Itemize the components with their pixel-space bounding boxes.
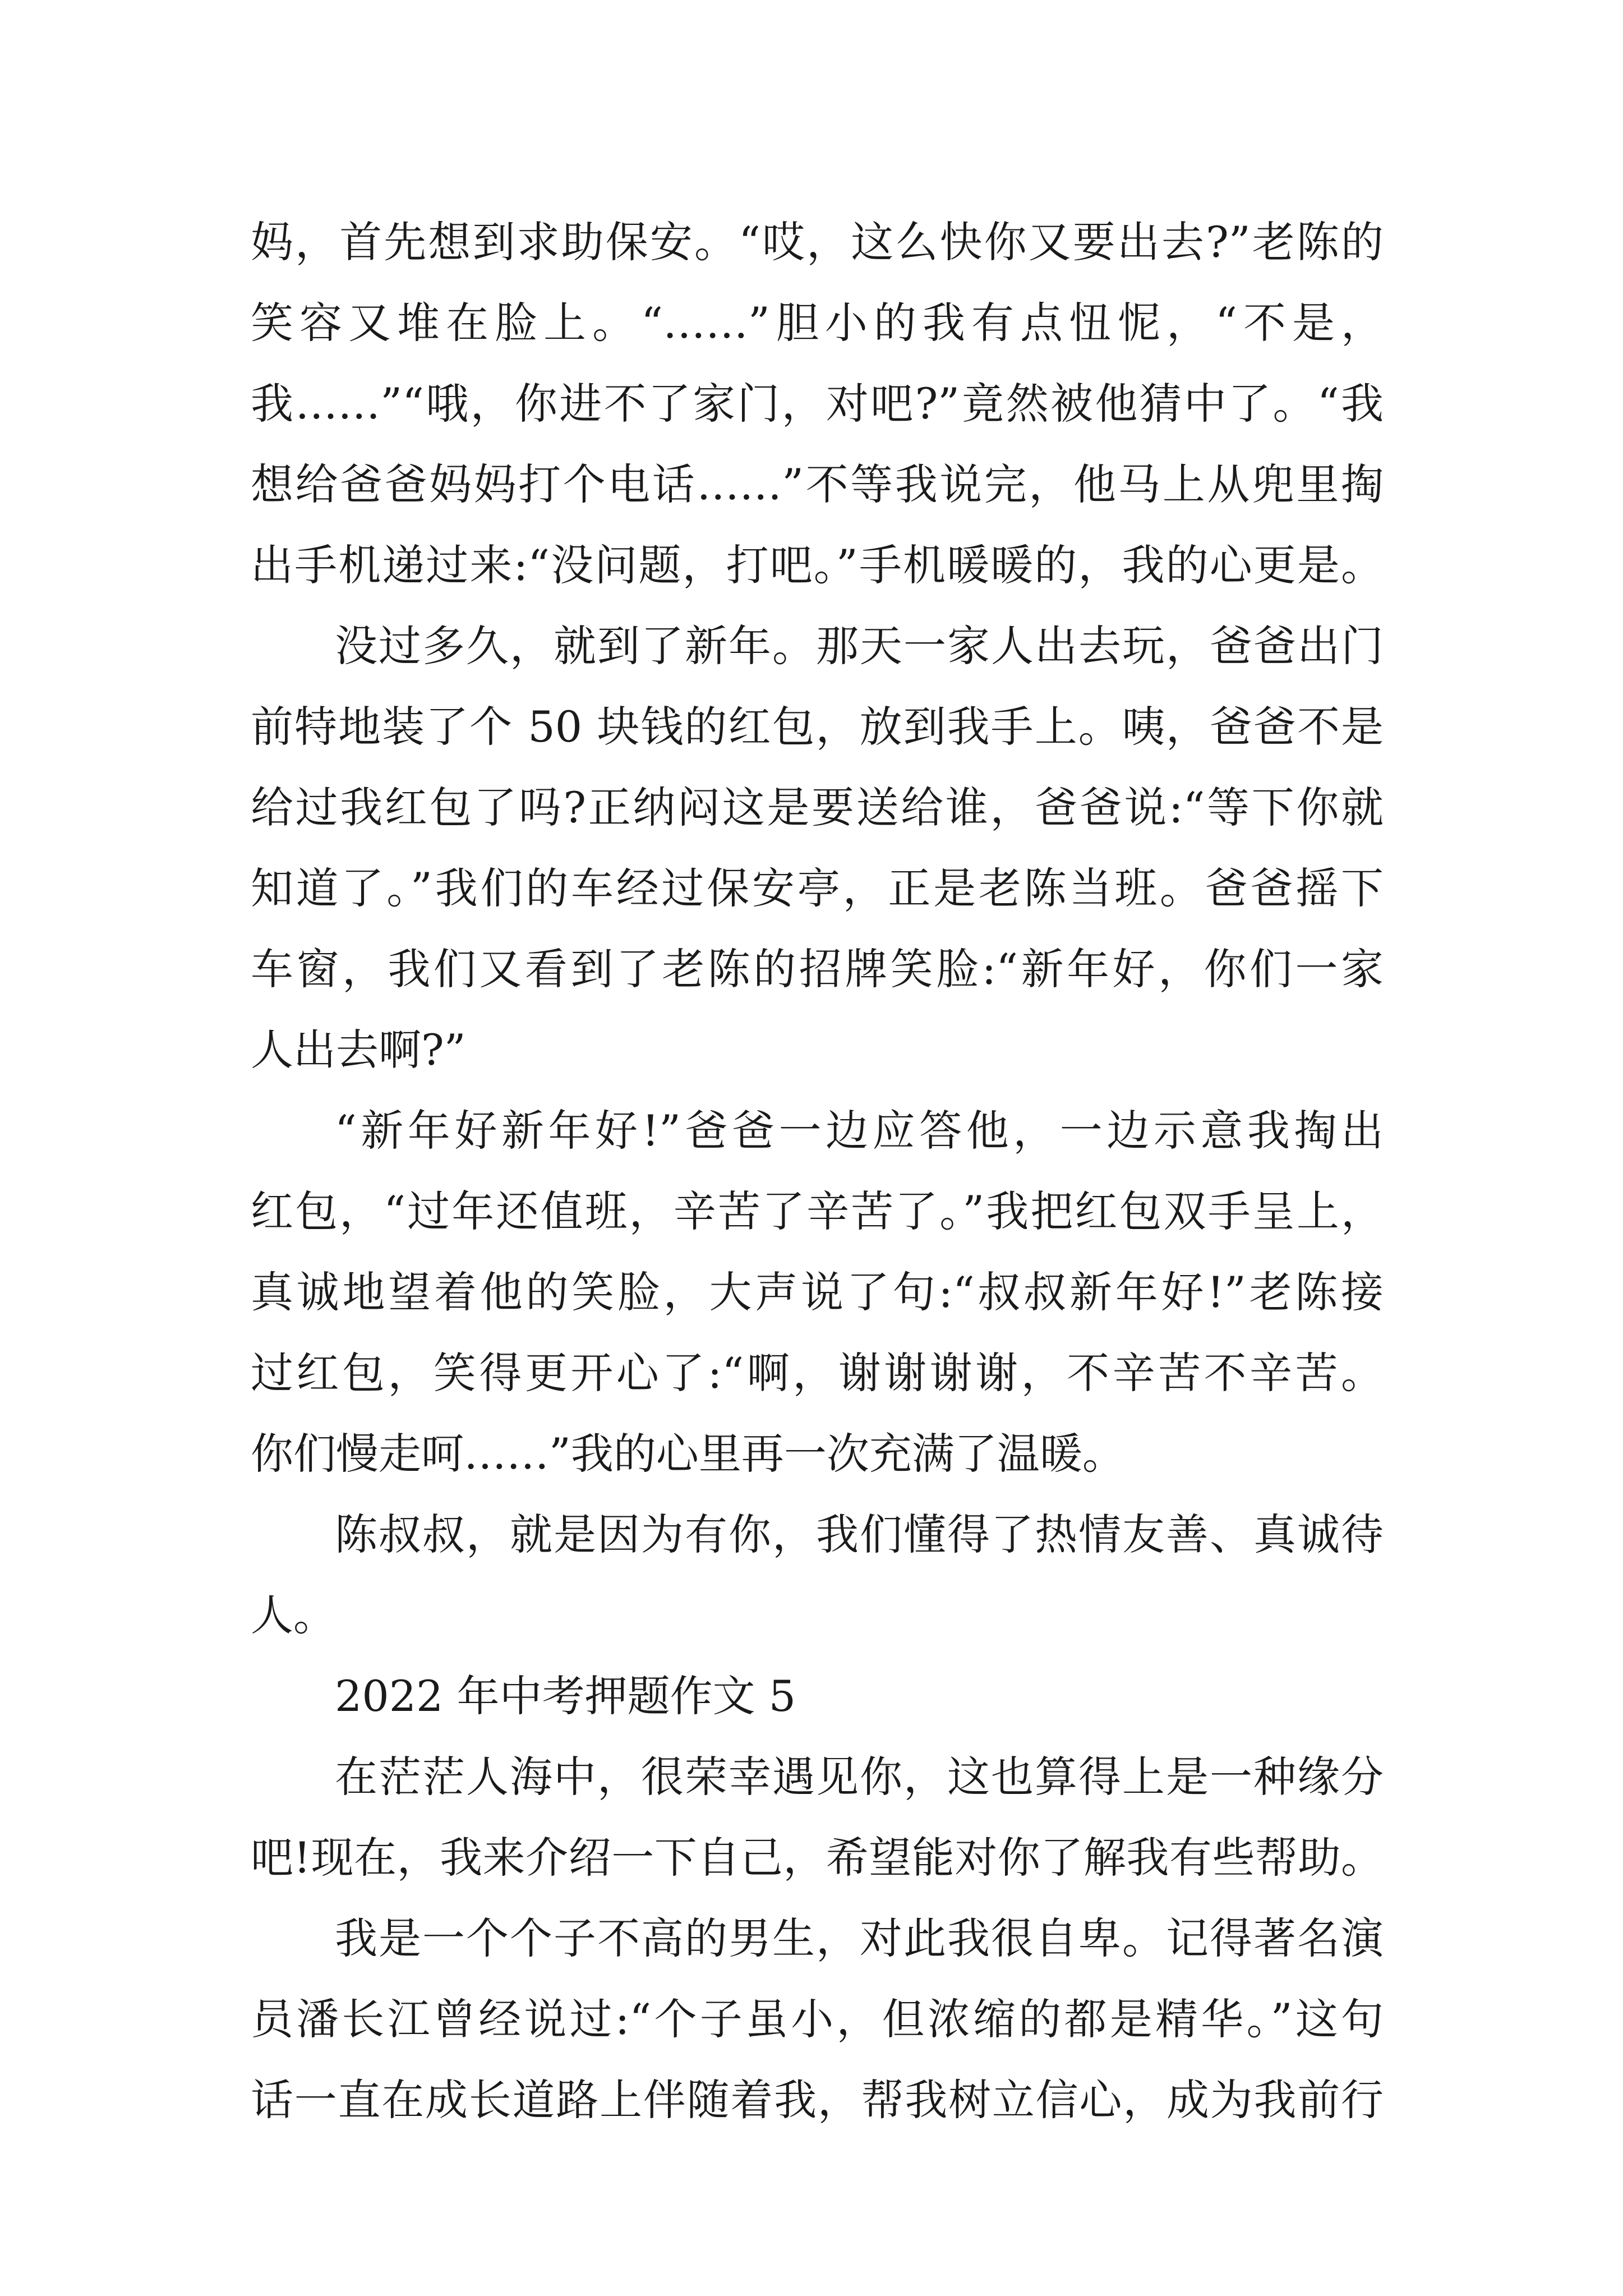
text-line: 出手机递过来:“没问题，打吧。”手机暖暖的，我的心更是。 — [251, 540, 1384, 590]
text-line: 车窗，我们又看到了老陈的招牌笑脸:“新年好，你们一家 — [251, 944, 1384, 994]
text-line: 前特地装了个 50 块钱的红包，放到我手上。咦，爸爸不是 — [251, 702, 1384, 752]
text-line: “新年好新年好!”爸爸一边应答他，一边示意我掏出 — [335, 1106, 1384, 1156]
text-line: 过红包，笑得更开心了:“啊，谢谢谢谢，不辛苦不辛苦。 — [251, 1348, 1384, 1398]
text-line: 给过我红包了吗?正纳闷这是要送给谁，爸爸说:“等下你就 — [251, 783, 1384, 832]
text-line: 人出去啊?” — [251, 1025, 466, 1075]
text-line: 吧!现在，我来介绍一下自己，希望能对你了解我有些帮助。 — [251, 1833, 1384, 1883]
text-line: 陈叔叔，就是因为有你，我们懂得了热情友善、真诚待 — [335, 1510, 1384, 1559]
text-line: 我……”“哦，你进不了家门，对吧?”竟然被他猜中了。“我 — [251, 379, 1384, 429]
text-line: 红包，“过年还值班，辛苦了辛苦了。”我把红包双手呈上， — [251, 1186, 1384, 1236]
text-line: 员潘长江曾经说过:“个子虽小，但浓缩的都是精华。”这句 — [251, 1994, 1384, 2044]
text-line: 人。 — [251, 1590, 336, 1640]
text-line: 在茫茫人海中，很荣幸遇见你，这也算得上是一种缘分 — [335, 1752, 1384, 1802]
text-line: 笑容又堆在脸上。“……”胆小的我有点忸怩，“不是， — [251, 298, 1384, 348]
text-line: 没过多久，就到了新年。那天一家人出去玩，爸爸出门 — [335, 621, 1384, 671]
text-line: 你们慢走呵……”我的心里再一次充满了温暖。 — [251, 1429, 1125, 1479]
text-line: 妈，首先想到求助保安。“哎，这么快你又要出去?”老陈的 — [251, 217, 1384, 267]
text-line: 话一直在成长道路上伴随着我，帮我树立信心，成为我前行 — [251, 2075, 1384, 2125]
text-line: 知道了。”我们的车经过保安亭，正是老陈当班。爸爸摇下 — [251, 863, 1384, 913]
text-line: 想给爸爸妈妈打个电话……”不等我说完，他马上从兜里掏 — [251, 459, 1384, 509]
text-line: 真诚地望着他的笑脸，大声说了句:“叔叔新年好!”老陈接 — [251, 1267, 1384, 1317]
section-heading: 2022 年中考押题作文 5 — [335, 1671, 796, 1721]
text-line: 我是一个个子不高的男生，对此我很自卑。记得著名演 — [335, 1913, 1384, 1963]
essay-text-block — [251, 202, 1384, 2141]
